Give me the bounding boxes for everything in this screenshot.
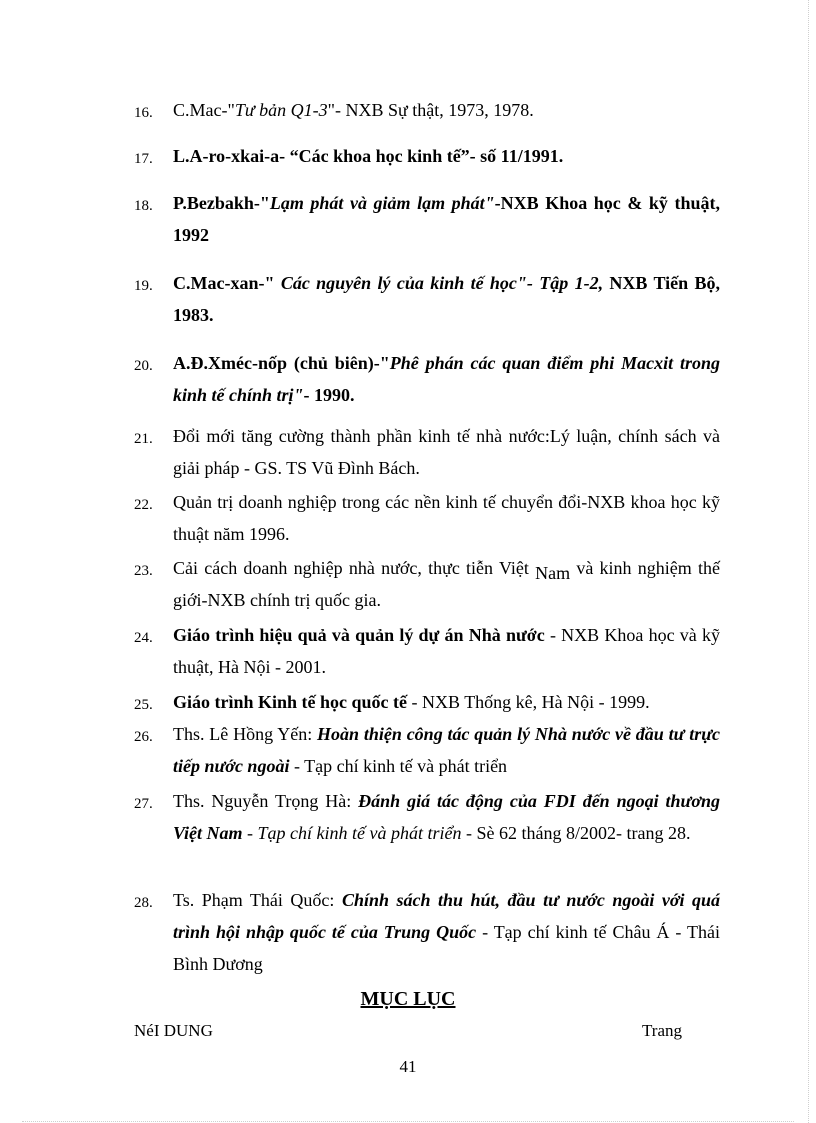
- reference-24: [134, 619, 720, 683]
- reference-number: 28.: [134, 895, 153, 911]
- reference-27: [134, 785, 720, 849]
- reference-number: 25.: [134, 697, 153, 713]
- reference-text: Quản trị doanh nghiệp trong các nền kinh tế chuyển đổi-NXB khoa học kỹ thuật năm 1996.: [173, 492, 720, 544]
- reference-22: [134, 486, 720, 550]
- reference-number: 26.: [134, 729, 153, 745]
- reference-journal: - Tạp chí kinh tế và phát triển: [242, 823, 462, 843]
- reference-subscript-word: Nam: [535, 563, 571, 583]
- reference-publisher: - NXB Khoa học và kỹ thuật, Hà Nội - 2001.: [173, 625, 720, 677]
- reference-number: 18.: [134, 198, 153, 214]
- reference-author: P.Bezbakh-": [173, 193, 270, 213]
- reference-author: Ths. Nguyễn Trọng Hà:: [173, 791, 359, 811]
- reference-issue: - Sè 62 tháng 8/2002- trang 28.: [461, 823, 691, 843]
- page-bottom-border: [22, 1121, 794, 1122]
- page-right-border: [808, 0, 809, 1123]
- reference-19: [134, 267, 720, 331]
- reference-26: [134, 718, 720, 782]
- reference-20: [134, 347, 720, 411]
- reference-text-a: Cải cách doanh nghiệp nhà nước, thực tiễn Việt: [173, 558, 536, 578]
- reference-author: Ths. Lê Hồng Yến:: [173, 724, 318, 744]
- reference-title: Lạm phát và giảm lạm phát": [269, 193, 495, 213]
- toc-content-label: NéI DUNG: [134, 1021, 213, 1040]
- reference-number: 21.: [134, 431, 153, 447]
- reference-number: 23.: [134, 563, 153, 579]
- toc-page-label: Trang: [642, 1021, 682, 1040]
- reference-publisher: "- NXB Sự thật, 1973, 1978.: [327, 100, 534, 120]
- reference-number: 22.: [134, 497, 153, 513]
- reference-title: Tư bản Q1-3: [234, 100, 328, 120]
- reference-author: C.Mac-xan-": [173, 273, 281, 293]
- reference-journal: - Tạp chí kinh tế Châu Á - Thái Bình Dương: [173, 922, 720, 974]
- reference-17: [134, 140, 720, 172]
- table-of-contents-title: MỤC LỤC: [360, 988, 456, 1010]
- reference-16: [134, 94, 720, 126]
- reference-publisher: NXB Tiến Bộ, 1983.: [173, 273, 720, 325]
- reference-journal: - Tạp chí kinh tế và phát triển: [289, 756, 508, 776]
- reference-text-b: và kinh nghiệm thế giới-NXB chính trị quốc gia.: [173, 558, 720, 610]
- reference-author: A.Đ.Xméc-nốp (chủ biên)-": [173, 353, 390, 373]
- reference-title: Các nguyên lý của kinh tế học"- Tập 1-2,: [280, 273, 604, 293]
- reference-number: 20.: [134, 358, 153, 374]
- reference-28: [134, 884, 720, 980]
- reference-title: Chính sách thu hút, đầu tư nước ngoài với quá trình hội nhập quốc tế của Trung Quốc: [173, 890, 721, 942]
- reference-title: Giáo trình Kinh tế học quốc tế: [173, 692, 408, 712]
- reference-title: Hoàn thiện công tác quản lý Nhà nước về đầu tư trực tiếp nước ngoài: [173, 724, 720, 776]
- reference-text: L.A-ro-xkai-a- “Các khoa học kinh tế”- số 11/1991.: [173, 146, 564, 166]
- reference-number: 16.: [134, 105, 153, 121]
- reference-author: C.Mac-": [173, 100, 235, 120]
- reference-title: Phê phán các quan điểm phi Macxit trong kinh tế chính trị": [173, 353, 720, 405]
- reference-title: Đánh giá tác động của FDI đến ngoại thương Việt Nam: [173, 791, 720, 843]
- reference-21: [134, 420, 720, 484]
- reference-title: Giáo trình hiệu quả và quản lý dự án Nhà nước: [173, 625, 545, 645]
- reference-18: [134, 187, 720, 251]
- reference-publisher: -NXB Khoa học & kỹ thuật, 1992: [173, 193, 720, 245]
- reference-25: [134, 686, 720, 718]
- reference-year: - 1990.: [303, 385, 355, 405]
- reference-number: 27.: [134, 796, 153, 812]
- reference-publisher: - NXB Thống kê, Hà Nội - 1999.: [407, 692, 650, 712]
- reference-text: Đổi mới tăng cường thành phần kinh tế nhà nước:Lý luận, chính sách và giải pháp - GS. TS Vũ Đình Bách.: [173, 426, 720, 478]
- reference-number: 17.: [134, 151, 153, 167]
- reference-number: 24.: [134, 630, 153, 646]
- reference-author: Ts. Phạm Thái Quốc:: [173, 890, 342, 910]
- reference-number: 19.: [134, 278, 153, 294]
- reference-23: [134, 552, 720, 616]
- page-number: 41: [399, 1057, 417, 1076]
